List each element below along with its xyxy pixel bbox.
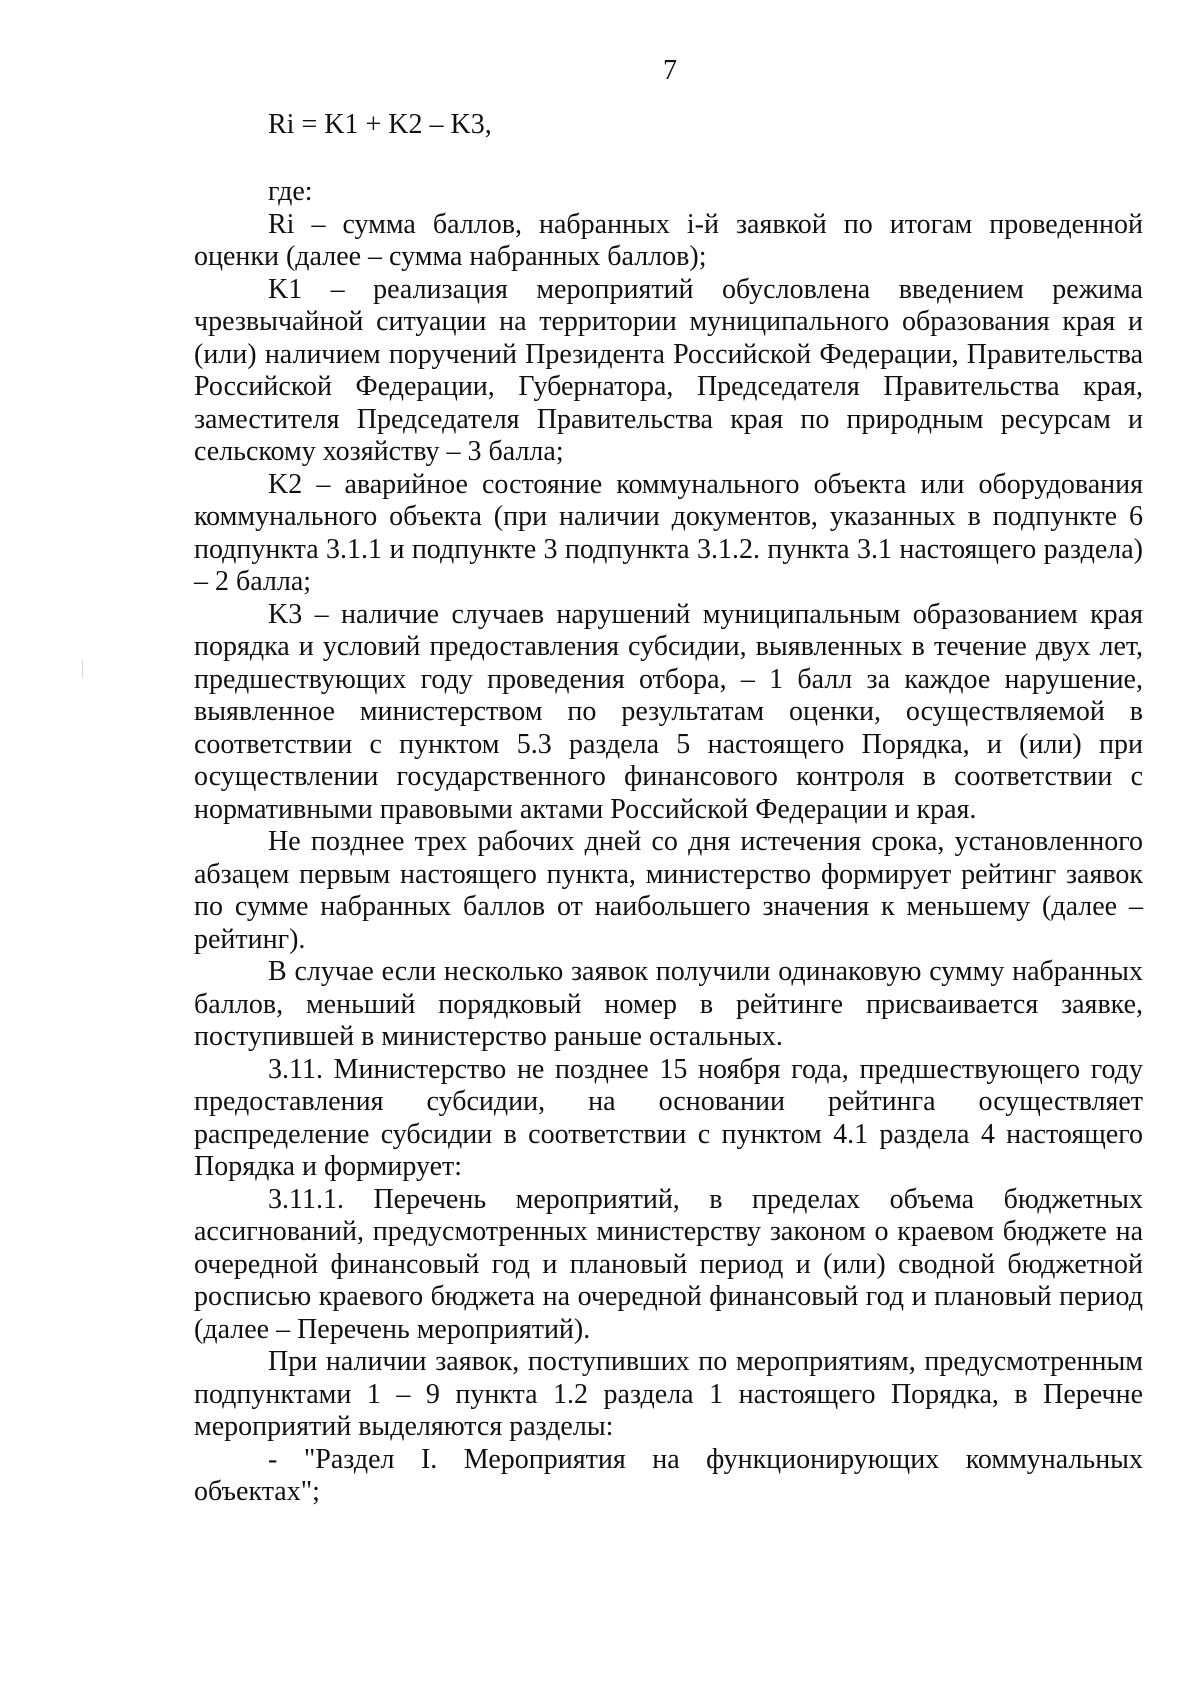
paragraph-section-3-11-1: 3.11.1. Перечень мероприятий, в пределах объема бюджетных ассигнований, предусмотренных министерству законом о краевом бюджете на очередной финансовый год и плановый период и (или) сводной бюджетной росписью краевого бюджета на очередной финансовый год и плановый период (далее – Перечень мероприятий). bbox=[194, 1183, 1143, 1345]
paragraph-equal-score: В случае если несколько заявок получили одинаковую сумму набранных баллов, меньший порядковый номер в рейтинге присваивается заявке, поступившей в министерство раньше остальных. bbox=[194, 956, 1143, 1052]
paragraph-section-3-11: 3.11. Министерство не позднее 15 ноября года, предшествующего году предоставления субсидии, на основании рейтинга осуществляет распределение субсидии в соответствии с пунктом 4.1 раздела 4 настоящего Порядка и формирует: bbox=[194, 1053, 1143, 1182]
rating-formula: Ri = K1 + K2 – K3, bbox=[268, 109, 492, 140]
paragraph-k3-definition: K3 – наличие случаев нарушений муниципальным образованием края порядка и условий предоставления субсидии, выявленных в течение двух лет, предшествующих году проведения отбора, – 1 балл за каждое нарушение, выявленное министерством по результатам оценки, осуществляемой в соответствии с пунктом 5.3 раздела 5 настоящего Порядка, и (или) при осуществлении государственного финансового контроля в соответствии с нормативными правовыми актами Российской Федерации и края. bbox=[194, 598, 1143, 825]
paragraph-section-i-item: - "Раздел I. Мероприятия на функционирующих коммунальных объектах"; bbox=[194, 1443, 1143, 1507]
scan-margin-mark bbox=[82, 660, 83, 678]
paragraph-k1-definition: K1 – реализация мероприятий обусловлена введением режима чрезвычайной ситуации на территории муниципального образования края и (или) наличием поручений Президента Российской Федерации, Правительства Российской Федерации, Губернатора, Председателя Правительства края, заместителя Председателя Правительства края по природным ресурсам и сельскому хозяйству – 3 балла; bbox=[194, 273, 1143, 467]
paragraph-sections-list-intro: При наличии заявок, поступивших по мероприятиям, предусмотренным подпунктами 1 – 9 пункта 1.2 раздела 1 настоящего Порядка, в Перечне мероприятий выделяются разделы: bbox=[194, 1346, 1143, 1442]
document-body bbox=[194, 176, 1143, 1509]
page-number: 7 bbox=[663, 55, 677, 86]
paragraph-ri-definition: Ri – сумма баллов, набранных i-й заявкой по итогам проведенной оценки (далее – сумма набранных баллов); bbox=[194, 208, 1143, 272]
paragraph-rating-formation: Не позднее трех рабочих дней со дня истечения срока, установленного абзацем первым настоящего пункта, министерство формирует рейтинг заявок по сумме набранных баллов от наибольшего значения к меньшему (далее – рейтинг). bbox=[194, 826, 1143, 955]
paragraph-where: где: bbox=[268, 176, 313, 207]
paragraph-k2-definition: K2 – аварийное состояние коммунального объекта или оборудования коммунального объекта (при наличии документов, указанных в подпункте 6 подпункта 3.1.1 и подпункте 3 подпункта 3.1.2. пункта 3.1 настоящего раздела) – 2 балла; bbox=[194, 468, 1143, 597]
